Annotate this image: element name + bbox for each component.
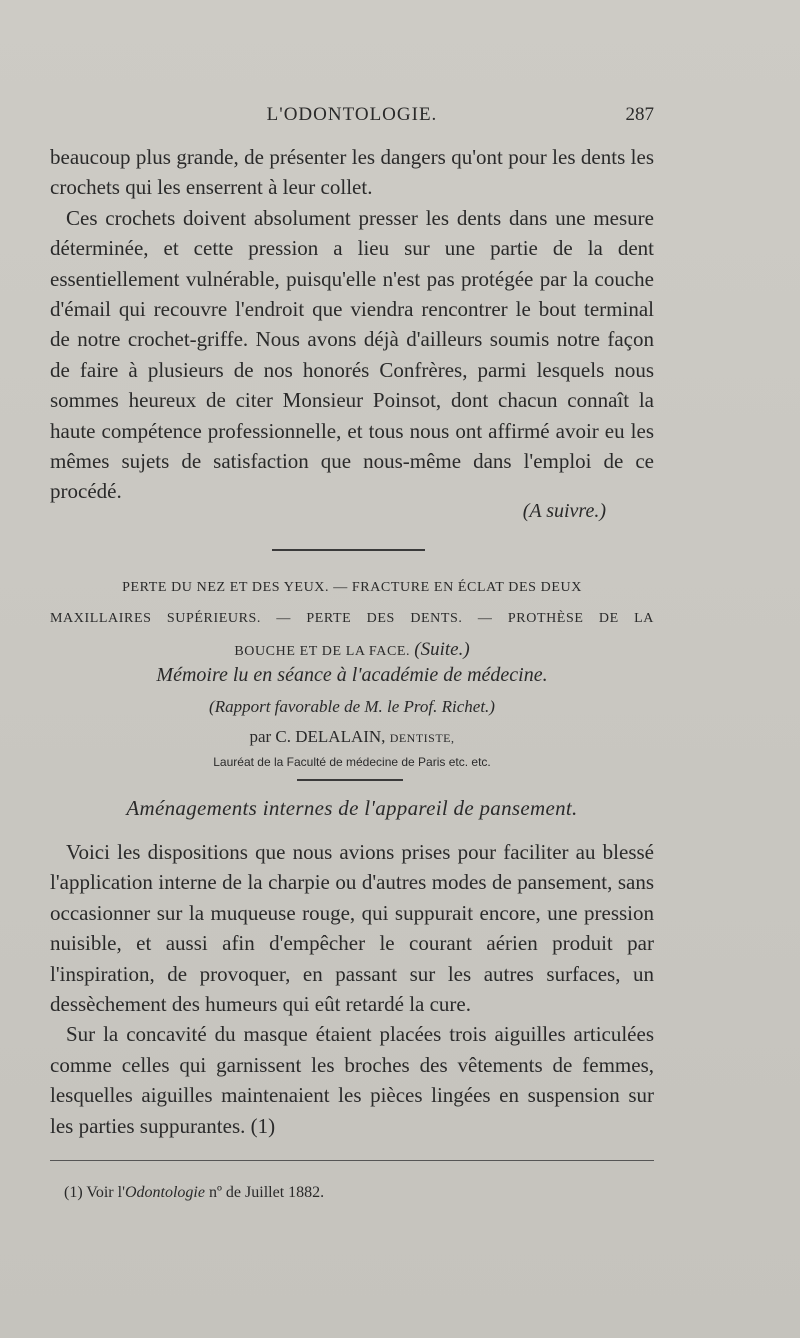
footnote-suffix: nº de Juillet 1882. [204,1184,325,1201]
running-title: L'ODONTOLOGIE. [266,104,438,125]
author-name: par C. DELALAIN, [249,727,386,746]
text-block-bottom [50,837,654,1141]
page-number: 287 [625,104,654,125]
footnote-rule [50,1160,654,1161]
paragraph-dispositions: Voici les dispositions que nous avions prises pour faciliter au blessé l'application interne de la charpie ou d'autres modes de pansement, sans occasionner sur la muqueuse rouge, qui suppurait encore, une pression nuisible, et aussi afin d'empêcher le courant aérien produit par l'inspiration, de provoquer, en passant sur les autres surfaces, un dessèchement des humeurs qui eût retardé la cure. [50,840,654,1017]
paragraph-continued: beaucoup plus grande, de présenter les dangers qu'ont pour les dents les crochets qui les enserrent à leur collet. [50,145,654,200]
section-divider [272,549,425,551]
author-line [50,727,654,747]
author-title: DENTISTE, [389,731,455,745]
heading-suite: (Suite.) [414,639,470,660]
footnote-prefix: (1) Voir l' [64,1184,125,1201]
footnote-journal: Odontologie [124,1184,205,1201]
heading-line-1: PERTE DU NEZ ET DES YEUX. — FRACTURE EN ÉCLAT DES DEUX [122,580,582,595]
heading-line-3 [50,634,654,667]
author-credentials: Lauréat de la Faculté de médecine de Paris etc. etc. [213,755,491,769]
byline-divider [297,779,403,781]
paragraph-crochets: Ces crochets doivent absolument presser les dents dans une mesure déterminée, et cette pression a lieu sur une partie de la dent essentiellement vulnérable, puisqu'elle n'est pas protégée par la couche d'émail qui recouvre l'endroit que viendra rencontrer le bout terminal de notre crochet-griffe. Nous avons déjà d'ailleurs soumis notre façon de faire à plusieurs de nos honorés Confrères, parmi lesquels nous sommes heureux de citer Monsieur Poinsot, dont chacun connaît la haute compétence professionnelle, et tous nous ont affirmé avoir eu les mêmes sujets de satisfaction que nous-même dans l'emploi de ce procédé. [50,205,654,504]
a-suivre-note: (A suivre.) [522,500,606,522]
section-title: Aménagements internes de l'appareil de pansement. [126,796,578,820]
heading-line-3-text: BOUCHE ET DE LA FACE. [234,644,411,659]
paragraph-aiguilles: Sur la concavité du masque étaient placées trois aiguilles articulées comme celles qui garnissent les broches des vêtements de femmes, lesquelles aiguilles maintenaient les pièces lingées en suspension sur les parties suppurantes. (1) [50,1022,654,1138]
article-heading [50,572,654,667]
running-header [50,104,654,132]
memoire-subtitle: Mémoire lu en séance à l'académie de médecine. [156,664,548,686]
heading-line-2: MAXILLAIRES SUPÉRIEURS. — PERTE DES DENTS. — PROTHÈSE DE LA [50,611,654,626]
text-block-top [50,142,654,507]
footnote [64,1184,324,1202]
rapport-note: (Rapport favorable de M. le Prof. Richet.) [209,697,495,716]
